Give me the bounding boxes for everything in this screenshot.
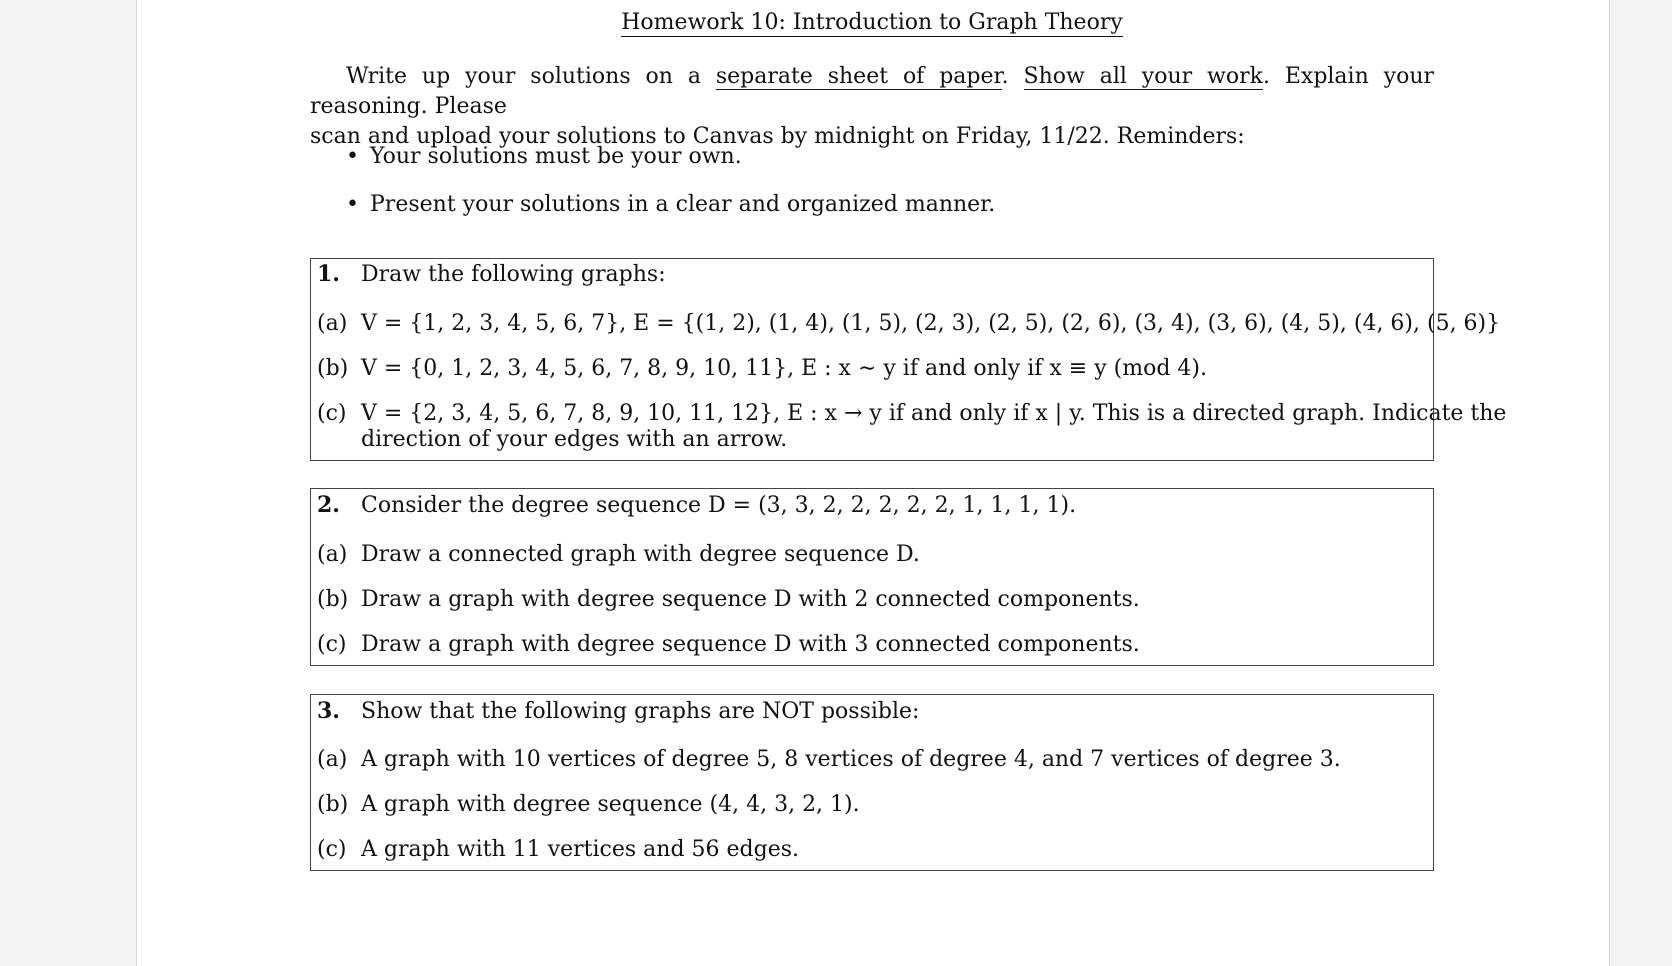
problem-prompt: Show that the following graphs are NOT possible: [361, 699, 920, 724]
part-label: (a) [317, 747, 348, 772]
page-title [310, 10, 1434, 35]
instructions-paragraph [310, 62, 1434, 152]
problem-number: 2. [317, 492, 340, 518]
reminder-item [346, 142, 995, 190]
problem-3-part-a [317, 747, 1341, 772]
problem-number: 3. [317, 698, 340, 724]
intro-underlined-2: Show all your work [1023, 64, 1263, 89]
part-label: (b) [317, 587, 349, 612]
problem-2-part-c [317, 632, 1140, 657]
part-text: V = {1, 2, 3, 4, 5, 6, 7}, E = {(1, 2), (1, 4), (1, 5), (2, 3), (2, 5), (2, 6), (3, 4), (3, 6), (4, 5), (4, 6), (5, 6)} [361, 311, 1501, 336]
bullet-icon: • [346, 192, 359, 217]
bullet-icon: • [346, 144, 359, 169]
problem-number: 1. [317, 261, 340, 287]
problem-3-box [310, 694, 1434, 871]
problem-3-part-c [317, 837, 799, 862]
reminder-text: Your solutions must be your own. [370, 144, 742, 169]
problem-3-part-b [317, 792, 860, 817]
part-text: Draw a graph with degree sequence D with 3 connected components. [361, 632, 1140, 657]
problem-1-part-c [317, 401, 1506, 426]
problem-1-prompt [317, 261, 666, 287]
part-label: (c) [317, 401, 347, 426]
intro-text-1: Write up your solutions on a [346, 64, 716, 89]
intro-text-2: . [1001, 64, 1024, 89]
part-text: A graph with degree sequence (4, 4, 3, 2, 1). [361, 792, 860, 817]
problem-2-part-b [317, 587, 1140, 612]
part-label: (c) [317, 632, 347, 657]
part-label: (a) [317, 542, 348, 567]
part-text: Draw a graph with degree sequence D with 2 connected components. [361, 587, 1140, 612]
intro-text-3: . Explain your reasoning. Please [310, 64, 1435, 119]
part-label: (a) [317, 311, 348, 336]
problem-1-part-c-continuation: direction of your edges with an arrow. [361, 427, 788, 452]
problem-prompt: Consider the degree sequence D = (3, 3, 2, 2, 2, 2, 2, 1, 1, 1, 1). [361, 493, 1077, 518]
problem-1-part-b [317, 356, 1207, 381]
problem-2-box [310, 488, 1434, 666]
title-text: Homework 10: Introduction to Graph Theory [621, 10, 1123, 35]
reminders-list [346, 142, 995, 238]
intro-underlined-1: separate sheet of paper [715, 64, 1002, 89]
problem-3-prompt [317, 698, 919, 724]
problem-prompt: Draw the following graphs: [361, 262, 666, 287]
part-label: (c) [317, 837, 347, 862]
part-label: (b) [317, 792, 349, 817]
problem-2-part-a [317, 542, 920, 567]
problem-2-prompt [317, 492, 1076, 518]
part-text: A graph with 11 vertices and 56 edges. [361, 837, 800, 862]
part-text: V = {2, 3, 4, 5, 6, 7, 8, 9, 10, 11, 12}, E : x → y if and only if x | y. This is a directed graph. Indicate the [361, 401, 1507, 426]
reminder-text: Present your solutions in a clear and organized manner. [370, 192, 996, 217]
part-text: V = {0, 1, 2, 3, 4, 5, 6, 7, 8, 9, 10, 11}, E : x ∼ y if and only if x ≡ y (mod 4). [361, 356, 1207, 381]
problem-1-box [310, 258, 1507, 461]
document-page [136, 0, 1610, 966]
problem-1-part-a [317, 311, 1500, 336]
intro-text-4: scan and upload your solutions to Canvas by midnight on Friday, 11/22. Reminders: [310, 124, 1245, 149]
part-text: A graph with 10 vertices of degree 5, 8 vertices of degree 4, and 7 vertices of degree 3. [361, 747, 1341, 772]
part-text: Draw a connected graph with degree sequence D. [361, 542, 920, 567]
part-label: (b) [317, 356, 349, 381]
reminder-item [346, 190, 995, 238]
